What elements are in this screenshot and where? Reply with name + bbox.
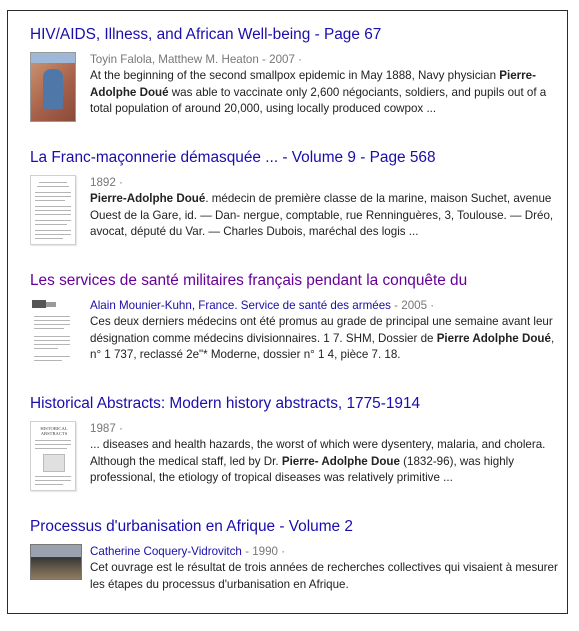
result-authors[interactable]: Catherine Coquery-Vidrovitch <box>90 545 242 558</box>
result-meta <box>90 298 560 314</box>
result-title[interactable]: La Franc-maçonnerie démasquée ... - Volume 9 - Page 568 <box>30 149 436 166</box>
snippet-text: Ces deux derniers médecins ont été promus au grade de principal une semaine avant leur désignation comme médecins divisionnaires. 1 7. SHM, Dossier de <box>90 315 553 345</box>
result-body <box>30 421 562 505</box>
thumbnail-header-block <box>32 300 46 308</box>
book-page-thumbnail[interactable] <box>30 421 76 491</box>
result-body <box>30 52 562 136</box>
result-meta <box>90 544 560 560</box>
result-text <box>90 421 560 487</box>
search-results-panel <box>7 10 568 614</box>
snippet-text: ... diseases and health hazards, the worst of which were dysentery, malaria, and cholera. Although the medical staff, led by Dr. <box>90 438 546 468</box>
result-year: 1892 <box>90 176 116 189</box>
snippet-text: Cet ouvrage est le résultat de trois années de recherches collectives qui visaient à mesurer les étapes du processus d'urbanisation en Afrique. <box>90 561 558 591</box>
result-title[interactable]: Historical Abstracts: Modern history abstracts, 1775-1914 <box>30 395 421 412</box>
book-cover-thumbnail[interactable] <box>30 544 82 580</box>
cover-figure <box>43 69 63 109</box>
book-cover-thumbnail[interactable] <box>30 52 76 122</box>
result-text <box>90 175 560 241</box>
cover-stripe <box>31 53 76 63</box>
result-body <box>30 544 562 614</box>
snippet-highlight: Pierre-Adolphe Doué <box>90 69 536 99</box>
snippet-text: . médecin de première classe de la marine, maison Suchet, avenue Ouest de la Gare, id. — Dan- nergue, comptable, rue Renninguères, 3, Toulouse. — Dréo, avocat, député du Var. — Charles Dubois, maréchal des logis ... <box>90 192 554 239</box>
result-snippet <box>90 437 560 486</box>
snippet-text: was able to vaccinate only 2,600 négociants, soldiers, and pupils out of a total population of around 20,000, using locally produced cowpox ... <box>90 85 547 116</box>
snippet-highlight: Pierre-Adolphe Doué <box>90 192 206 206</box>
result-text <box>90 298 560 364</box>
result-year: 2007 <box>269 53 295 66</box>
snippet-highlight: Pierre- Adolphe Doue <box>281 454 400 468</box>
result-year: 1990 <box>252 545 278 558</box>
result-snippet <box>90 68 560 117</box>
result-text <box>90 52 560 118</box>
snippet-text: (1832-96), was highly professional, the etiology of tropical diseases was relatively primitive ... <box>90 454 515 485</box>
result-meta <box>90 175 560 191</box>
snippet-text: , n° 1 737, reclassé 2e"* Moderne, dossier n° 1 4, pièce 7. 18. <box>90 331 555 362</box>
result-snippet <box>90 560 560 593</box>
result-title-wrap <box>30 517 360 537</box>
result-meta <box>90 52 560 68</box>
separator: · <box>277 545 286 558</box>
result-year: 1987 <box>90 422 116 435</box>
thumbnail-header-block <box>46 302 56 307</box>
result-body <box>30 298 562 382</box>
result-text <box>90 544 560 593</box>
result-item <box>30 148 562 259</box>
result-item <box>30 517 562 614</box>
result-year: 2005 <box>401 299 428 312</box>
separator: · <box>427 299 435 312</box>
cover-sky <box>31 545 82 557</box>
result-title[interactable]: Processus d'urbanisation en Afrique - Volume 2 <box>30 518 353 535</box>
result-snippet <box>90 314 560 363</box>
book-page-thumbnail[interactable] <box>30 175 76 245</box>
separator: · <box>294 53 303 66</box>
result-authors: Toyin Falola, Matthew M. Heaton <box>90 53 259 66</box>
result-authors[interactable]: Alain Mounier-Kuhn, France. Service de santé des armées <box>90 299 391 312</box>
separator: · <box>115 422 123 435</box>
separator: · <box>115 176 123 189</box>
result-body <box>30 175 562 259</box>
result-item <box>30 394 562 505</box>
result-item <box>30 25 562 136</box>
book-page-thumbnail[interactable] <box>30 298 76 368</box>
result-title[interactable]: Les services de santé militaires français pendant la conquête du <box>30 272 468 289</box>
result-title[interactable]: HIV/AIDS, Illness, and African Well-being - Page 67 <box>30 26 382 43</box>
separator: - <box>258 53 270 66</box>
result-item <box>30 271 562 382</box>
snippet-highlight: Pierre Adolphe Doué <box>436 331 551 345</box>
result-meta <box>90 421 560 437</box>
thumbnail-cover-title: HISTORICAL ABSTRACTS <box>40 426 68 436</box>
result-snippet <box>90 191 560 240</box>
separator: - <box>241 545 253 558</box>
separator: - <box>390 299 402 312</box>
snippet-text: At the beginning of the second smallpox epidemic in May 1888, Navy physician <box>90 69 500 83</box>
